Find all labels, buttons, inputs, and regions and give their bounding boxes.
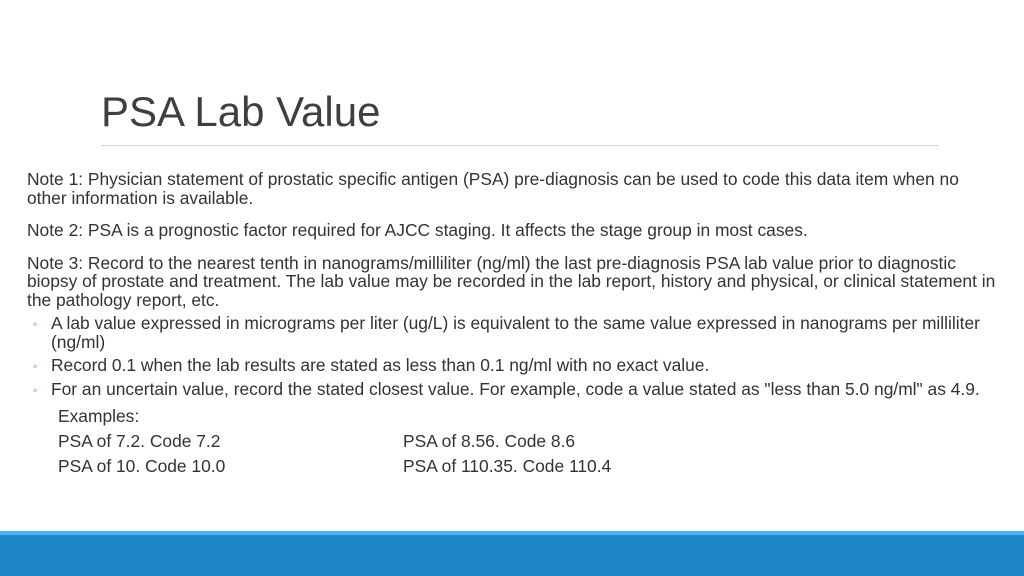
bullet-item (27, 356, 997, 375)
note-3: Note 3: Record to the nearest tenth in nanograms/milliliter (ng/ml) the last pre-diagnosis PSA lab value prior to diagnostic biopsy of prostate and treatment. The lab value may be recorded in the lab report, history and physical, or clinical statement in the pathology report, etc. (27, 252, 996, 310)
bullet-text: For an uncertain value, record the stated closest value. For example, code a value stated as "less than 5.0 ng/ml" as 4.9. (51, 378, 980, 399)
bullet-item (27, 380, 997, 399)
footer-band (0, 531, 1024, 576)
footer-highlight (0, 531, 1024, 535)
title-divider (101, 145, 938, 146)
bullet-item (27, 314, 997, 351)
example-cell: PSA of 110.35. Code 110.4 (403, 456, 612, 476)
bullet-text: A lab value expressed in micrograms per liter (ug/L) is equivalent to the same value expressed in nanograms per milliliter (ng/ml) (51, 313, 980, 352)
slide-body (27, 170, 997, 479)
examples-label: Examples: (58, 406, 140, 426)
note-2: Note 2: PSA is a prognostic factor required for AJCC staging. It affects the stage group in most cases. (27, 220, 808, 240)
bullet-text: Record 0.1 when the lab results are stated as less than 0.1 ng/ml with no exact value. (51, 355, 710, 375)
hollow-circle-bullet-icon: ◦ (33, 317, 38, 331)
examples-label-row (58, 404, 997, 429)
example-cell: PSA of 8.56. Code 8.6 (403, 431, 576, 451)
slide-title: PSA Lab Value (101, 88, 381, 135)
bullet-list (27, 314, 997, 398)
example-row (58, 454, 997, 479)
examples-block (27, 404, 997, 479)
hollow-circle-bullet-icon: ◦ (33, 382, 38, 397)
hollow-circle-bullet-icon: ◦ (33, 359, 38, 373)
example-cell: PSA of 10. Code 10.0 (58, 456, 226, 476)
example-row (58, 429, 997, 454)
note-1: Note 1: Physician statement of prostatic specific antigen (PSA) pre-diagnosis can be used to code this data item when no other information is available. (27, 169, 959, 208)
example-cell: PSA of 7.2. Code 7.2 (58, 431, 221, 451)
